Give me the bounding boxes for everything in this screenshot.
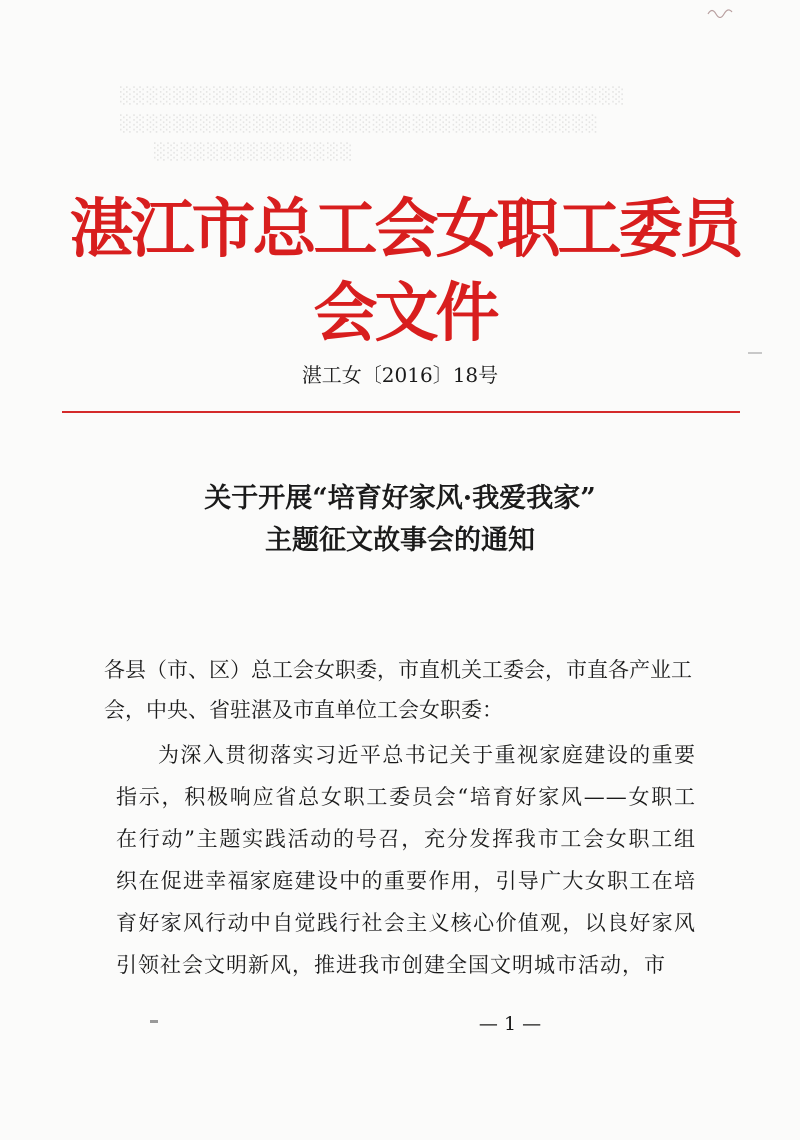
page-number-text: — 1 —	[478, 1013, 542, 1035]
document-number: 湛工女〔2016〕18号	[301, 363, 499, 387]
notice-title	[0, 478, 800, 562]
page-number	[0, 1010, 800, 1038]
body-paragraph: 为深入贯彻落实习近平总书记关于重视家庭建设的重要指示，积极响应省总女职工委员会“培育好家风——女职工在行动”主题实践活动的号召，充分发挥我市工会女职工组织在促进幸福家庭建设中的重要作用，引导广大女职工在培育好家风行动中自觉践行社会主义核心价值观，以良好家风引领社会文明新风，推进我市创建全国文明城市活动，市	[116, 743, 696, 977]
bleed-through-text: ░░░░░░░░░░░░░░░░░░░░░░░░░░░░░░░░░░░░░░ ░░░░░░░░░░░░░░░░░░░░░░░░░░░░░░░░░░░░ ░░░░░░░░░░░░░░░	[120, 86, 626, 161]
recipients-salutation: 各县（市、区）总工会女职委，市直机关工委会，市直各产业工会，中央、省驻湛及市直单位工会女职委：	[104, 658, 692, 722]
red-separator-line	[62, 411, 740, 413]
notice-title-line-2: 主题征文故事会的通知	[265, 525, 535, 556]
notice-title-line-1: 关于开展“培育好家风·我爱我家”	[204, 483, 596, 514]
margin-mark	[748, 352, 762, 354]
corner-scan-mark	[706, 6, 734, 18]
issuing-authority-title: 湛江市总工会女职工委员会文件	[69, 193, 741, 351]
